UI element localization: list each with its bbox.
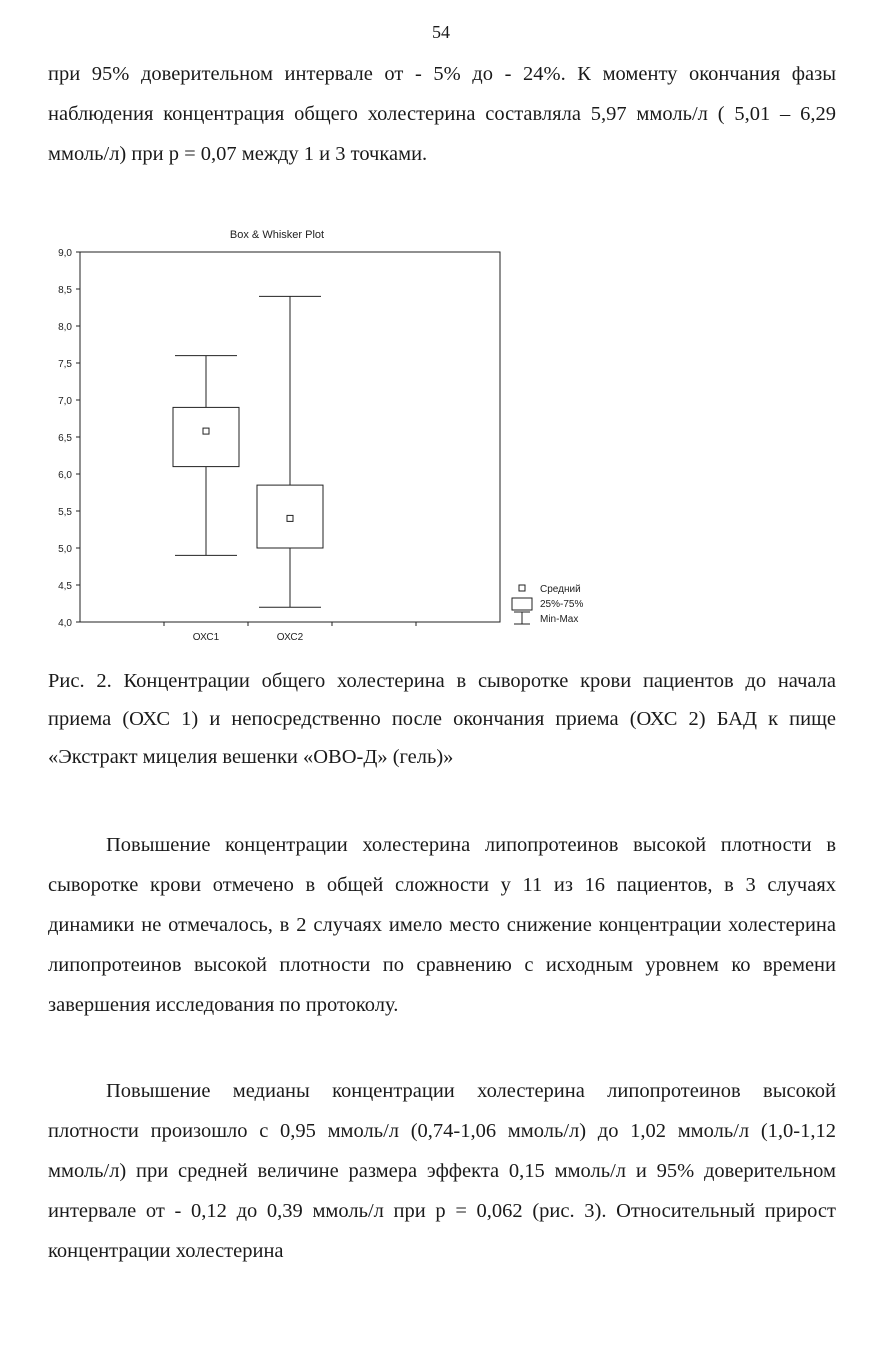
legend-mean-symbol	[519, 585, 525, 591]
box-whisker-chart	[40, 222, 610, 652]
legend-label: 25%-75%	[540, 599, 584, 610]
y-tick-label: 5,0	[58, 544, 72, 555]
mean-marker	[287, 515, 293, 521]
box-1	[173, 356, 239, 556]
figure-caption: Рис. 2. Концентрации общего холестерина в сыворотке крови пациентов до начала приема (ОХС 1) и непосредственно после окончания приема (ОХС 2) БАД к пище «Экстракт мицелия вешенки «ОВО-Д» (гель)»	[48, 670, 836, 768]
y-tick-label: 9,0	[58, 248, 72, 259]
y-tick-label: 5,5	[58, 507, 72, 518]
body-paragraph: Повышение концентрации холестерина липопротеинов высокой плотности в сыворотке крови отмечено в общей сложности у 11 из 16 пациентов, в 3 случаях динамики не отмечалось, в 2 случаях имело место снижение концентрации холестерина липопротеинов высокой плотности по сравнению с исходным уровнем ко времени завершения исследования по протоколу.	[48, 834, 836, 1016]
y-axis	[58, 248, 80, 629]
chart-svg	[40, 222, 610, 652]
legend-label: Средний	[540, 584, 581, 595]
y-tick-label: 8,5	[58, 285, 72, 296]
body-paragraph: Повышение медианы концентрации холестерина липопротеинов высокой плотности произошло с 0,95 ммоль/л (0,74-1,06 ммоль/л) до 1,02 ммоль/л (1,0-1,12 ммоль/л) при средней величине размера эффекта 0,15 ммоль/л и 95% доверительном интервале от - 0,12 до 0,39 ммоль/л при р = 0,062 (рис. 3). Относительный прирост концентрации холестерина	[48, 1080, 836, 1262]
mean-marker	[203, 428, 209, 434]
chart-title: Box & Whisker Plot	[229, 229, 325, 241]
page-number: 54	[432, 22, 450, 42]
legend-box-symbol	[512, 598, 532, 610]
y-tick-label: 6,0	[58, 470, 72, 481]
x-tick-label: ОХС1	[192, 632, 220, 643]
legend-label: Min-Max	[540, 614, 579, 625]
y-tick-label: 4,0	[58, 618, 72, 629]
y-tick-label: 7,5	[58, 359, 72, 370]
x-tick-label: ОХС2	[276, 632, 304, 643]
y-tick-label: 8,0	[58, 322, 72, 333]
box-2	[257, 296, 323, 607]
chart-legend	[512, 584, 583, 625]
box-series	[173, 296, 323, 607]
y-tick-label: 7,0	[58, 396, 72, 407]
y-tick-label: 6,5	[58, 433, 72, 444]
x-axis	[164, 622, 416, 643]
y-tick-label: 4,5	[58, 581, 72, 592]
body-paragraph: при 95% доверительном интервале от - 5% до - 24%. К моменту окончания фазы наблюдения концентрация общего холестерина составляла 5,97 ммоль/л ( 5,01 – 6,29 ммоль/л) при р = 0,07 между 1 и 3 точками.	[48, 63, 836, 165]
iqr-box	[173, 407, 239, 466]
